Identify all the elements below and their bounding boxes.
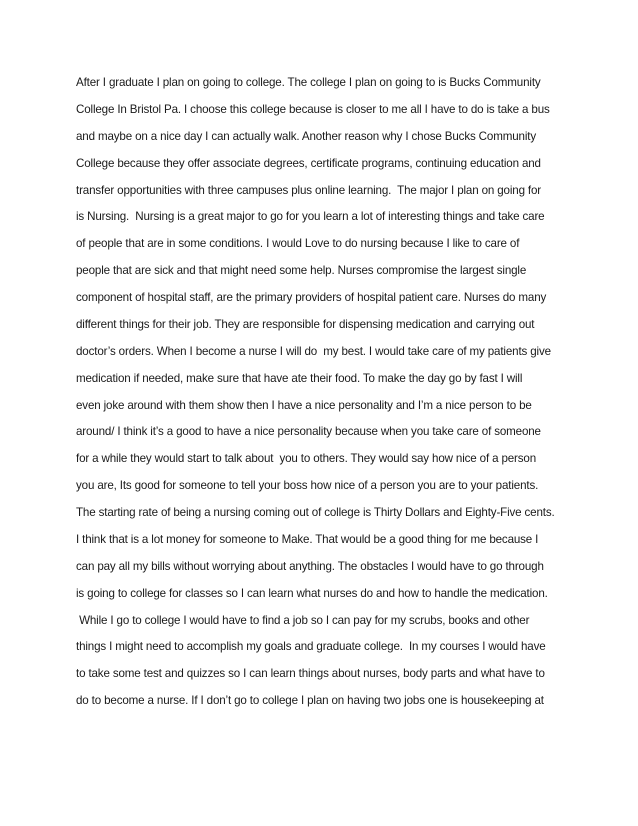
text-line: doctor’s orders. When I become a nurse I will do my best. I would take care of my patients give xyxy=(76,344,551,358)
text-line: After I graduate I plan on going to college. The college I plan on going to is Bucks Community xyxy=(76,76,541,89)
text-line: do to become a nurse. If I don’t go to college I plan on having two jobs one is housekeeping at xyxy=(76,694,544,708)
text-line: you are, Its good for someone to tell your boss how nice of a person you are to your patients. xyxy=(76,479,539,493)
text-line: transfer opportunities with three campuses plus online learning. The major I plan on going for xyxy=(76,183,542,197)
text-line: College because they offer associate degrees, certificate programs, continuing education and xyxy=(76,156,541,170)
text-line: different things for their job. They are responsible for dispensing medication and carrying out xyxy=(76,317,535,331)
text-line: to take some test and quizzes so I can learn things about nurses, body parts and what have to xyxy=(76,667,545,681)
text-line: The starting rate of being a nursing coming out of college is Thirty Dollars and Eighty-Five cents. xyxy=(76,506,555,519)
text-line: things I might need to accomplish my goals and graduate college. In my courses I would have xyxy=(76,640,546,654)
text-line: can pay all my bills without worrying about anything. The obstacles I would have to go through xyxy=(76,559,544,573)
text-line: even joke around with them show then I have a nice personality and I’m a nice person to be xyxy=(76,398,532,412)
text-line: of people that are in some conditions. I would Love to do nursing because I like to care of xyxy=(76,237,520,251)
text-line: is Nursing. Nursing is a great major to go for you learn a lot of interesting things and take care xyxy=(76,210,545,224)
text-line: component of hospital staff, are the primary providers of hospital patient care. Nurses do many xyxy=(76,291,547,304)
text-line: and maybe on a nice day I can actually walk. Another reason why I chose Bucks Community xyxy=(76,129,536,143)
text-line: people that are sick and that might need some help. Nurses compromise the largest single xyxy=(76,264,527,278)
essay-body xyxy=(76,74,576,719)
text-line: for a while they would start to talk about you to others. They would say how nice of a person xyxy=(76,452,537,466)
text-line: While I go to college I would have to find a job so I can pay for my scrubs, books and other xyxy=(76,613,530,627)
text-line: is going to college for classes so I can learn what nurses do and how to handle the medication. xyxy=(76,586,548,600)
text-line: medication if needed, make sure that have ate their food. To make the day go by fast I will xyxy=(76,371,523,385)
text-line: I think that is a lot money for someone to Make. That would be a good thing for me because I xyxy=(76,532,539,546)
text-line: College In Bristol Pa. I choose this college because is closer to me all I have to do is take a bus xyxy=(76,102,550,116)
text-line: around/ I think it’s a good to have a nice personality because when you take care of someone xyxy=(76,425,541,439)
